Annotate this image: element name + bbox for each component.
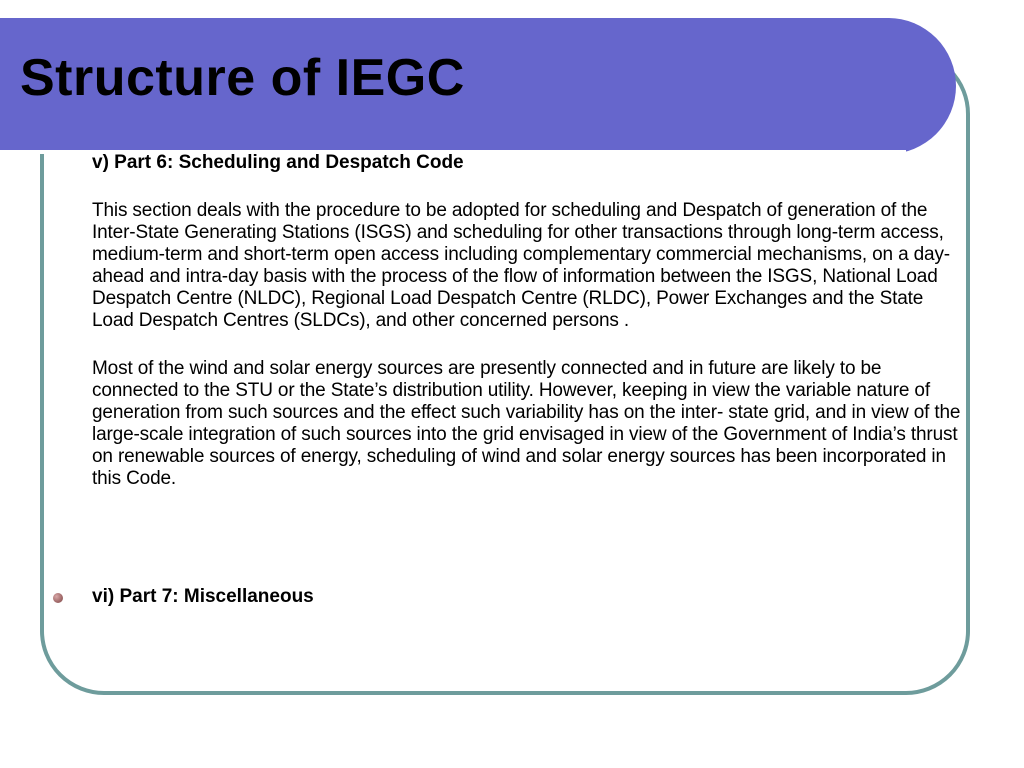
paragraph-1: This section deals with the procedure to be adopted for scheduling and Despatch of generation of the Inter-State Generating Stations (ISGS) and scheduling for other transactions through long-term access, medium-term and short-term open access including complementary commercial mechanisms, on a day-ahead and intra-day basis with the process of the flow of information between the ISGS, National Load Despatch Centre (NLDC), Regional Load Despatch Centre (RLDC), Power Exchanges and the State Load Despatch Centres (SLDCs), and other concerned persons . (92, 200, 950, 331)
section-heading: v) Part 6: Scheduling and Despatch Code (92, 152, 464, 173)
slide-title: Structure of IEGC (20, 49, 465, 107)
paragraph-2: Most of the wind and solar energy sources are presently connected and in future are likely to be connected to the STU or the State’s distribution utility. However, keeping in view the variable nature of generation from such sources and the effect such variability has on the inter- state grid, and in view of the large-scale integration of such sources into the grid envisaged in view of the Government of India’s thrust on renewable sources of energy, scheduling of wind and solar energy sources has been incorporated in this Code. (92, 358, 961, 489)
slide-content (92, 152, 966, 516)
bullet-label: vi) Part 7: Miscellaneous (92, 586, 314, 607)
bullet-dot-icon (53, 593, 63, 603)
bullet-item (0, 585, 1024, 611)
